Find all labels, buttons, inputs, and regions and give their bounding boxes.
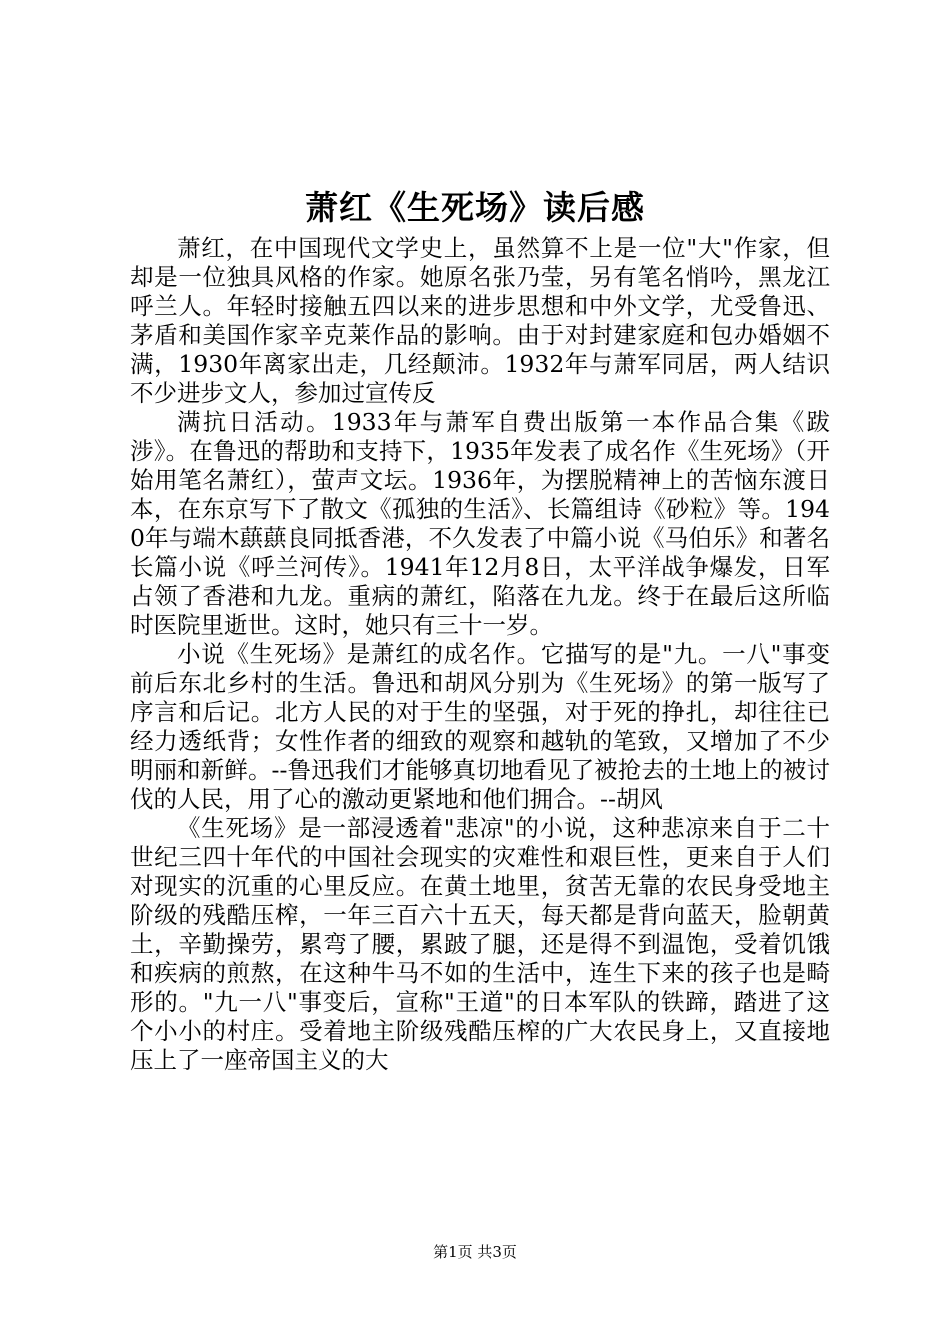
document-body <box>130 234 830 1075</box>
paragraph: 小说《生死场》是萧红的成名作。它描写的是"九。一八"事变前后东北乡村的生活。鲁迅和胡风分别为《生死场》的第一版写了序言和后记。北方人民的对于生的坚强，对于死的挣扎，却往往已经力透纸背；女性作者的细致的观察和越轨的笔致，又增加了不少明丽和新鲜。--鲁迅我们才能够真切地看见了被抢去的土地上的被讨伐的人民，用了心的激动更紧地和他们拥合。--胡风 <box>130 640 830 813</box>
paragraph: 满抗日活动。1933年与萧军自费出版第一本作品合集《跋涉》。在鲁迅的帮助和支持下，1935年发表了成名作《生死场》（开始用笔名萧红），萤声文坛。1936年，为摆脱精神上的苦恼东渡日本，在东京写下了散文《孤独的生活》、长篇组诗《砂粒》等。1940年与端木蕻蕻良同抵香港，不久发表了中篇小说《马伯乐》和著名长篇小说《呼兰河传》。1941年12月8日，太平洋战争爆发，日军占领了香港和九龙。重病的萧红，陷落在九龙。终于在最后这所临时医院里逝世。这时，她只有三十一岁。 <box>130 408 830 639</box>
paragraph: 萧红，在中国现代文学史上，虽然算不上是一位"大"作家，但却是一位独具风格的作家。她原名张乃莹，另有笔名悄吟，黑龙江呼兰人。年轻时接触五四以来的进步思想和中外文学，尤受鲁迅、茅盾和美国作家辛克莱作品的影响。由于对封建家庭和包办婚姻不满，1930年离家出走，几经颠沛。1932年与萧军同居，两人结识不少进步文人，参加过宣传反 <box>130 234 830 407</box>
paragraph: 《生死场》是一部浸透着"悲凉"的小说，这种悲凉来自于二十世纪三四十年代的中国社会现实的灾难性和艰巨性，更来自于人们对现实的沉重的心里反应。在黄土地里，贫苦无靠的农民身受地主阶级的残酷压榨，一年三百六十五天，每天都是背向蓝天，脸朝黄土，辛勤操劳，累弯了腰，累跛了腿，还是得不到温饱，受着饥饿和疾病的煎熬，在这种牛马不如的生活中，连生下来的孩子也是畸形的。"九一八"事变后，宣称"王道"的日本军队的铁蹄，踏进了这个小小的村庄。受着地主阶级残酷压榨的广大农民身上，又直接地压上了一座帝国主义的大 <box>130 814 830 1074</box>
page-footer: 第1页 共3页 <box>433 1243 517 1261</box>
document-title: 萧红《生死场》读后感 <box>305 188 645 227</box>
